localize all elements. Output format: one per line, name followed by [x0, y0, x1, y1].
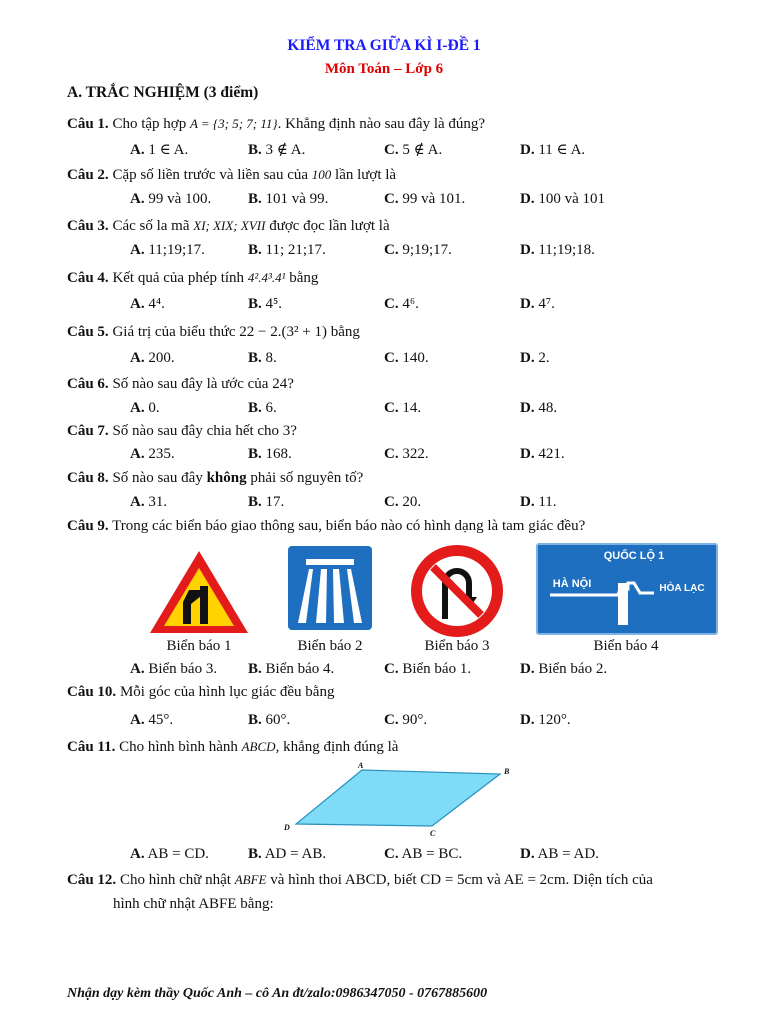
- vertex-c: C: [430, 829, 436, 838]
- option-b: B. 8.: [248, 350, 277, 366]
- sign-caption-1: Biển báo 1: [166, 638, 232, 654]
- footer-contact: Nhận dạy kèm thầy Quốc Anh – cô An đt/zalo:0986347050 - 0767885600: [67, 986, 488, 1001]
- option-c: C. 322.: [384, 446, 429, 462]
- parallelogram-figure: [280, 760, 520, 840]
- question-2: Câu 2. Cặp số liền trước và liền sau của 100 lần lượt là: [67, 167, 397, 183]
- option-b: B. 60°.: [248, 712, 291, 728]
- option-c: C. 99 và 101.: [384, 191, 466, 207]
- option-d: D. 4⁷.: [520, 296, 555, 312]
- page-subtitle: Môn Toán – Lớp 6: [324, 61, 444, 77]
- question-1: Câu 1. Cho tập hợp A = {3; 5; 7; 11}. Khẳng định nào sau đây là đúng?: [67, 116, 486, 132]
- option-a: A. 200.: [130, 350, 175, 366]
- option-a: A. 1 ∈ A.: [130, 142, 189, 158]
- option-d: D. 2.: [520, 350, 550, 366]
- sign-left-text: HÀ NỘI: [552, 578, 592, 590]
- option-a: A. Biển báo 3.: [130, 661, 218, 677]
- option-a: A. 235.: [130, 446, 175, 462]
- question-11: Câu 11. Cho hình bình hành ABCD, khẳng định đúng là: [67, 739, 399, 755]
- question-4: Câu 4. Kết quả của phép tính 4².4³.4¹ bằng: [67, 270, 319, 286]
- options-q8: [0, 494, 768, 514]
- sign-route-text: QUỐC LỘ 1: [603, 550, 665, 562]
- option-b: B. 6.: [248, 400, 277, 416]
- sign-caption-2: Biển báo 2: [297, 638, 363, 654]
- option-b: B. AD = AB.: [248, 846, 327, 862]
- option-a: A. 11;19;17.: [130, 242, 205, 258]
- option-a: A. 31.: [130, 494, 168, 510]
- options-q6: [0, 400, 768, 420]
- vertex-d: D: [284, 823, 290, 832]
- question-10: Câu 10. Mỗi góc của hình lục giác đều bằng: [67, 684, 335, 700]
- option-d: D. 120°.: [520, 712, 571, 728]
- option-d: D. 421.: [520, 446, 565, 462]
- direction-sign: [536, 543, 718, 635]
- option-b: B. 3 ∉ A.: [248, 142, 306, 158]
- sign-caption-3: Biển báo 3: [424, 638, 490, 654]
- question-9: Câu 9. Trong các biển báo giao thông sau, biển báo nào có hình dạng là tam giác đều?: [67, 518, 586, 534]
- option-a: A. AB = CD.: [130, 846, 209, 862]
- question-7: Câu 7. Số nào sau đây chia hết cho 3?: [67, 423, 297, 439]
- vertex-a: A: [358, 761, 364, 770]
- options-q5: [0, 350, 768, 370]
- option-b: B. 11; 21;17.: [248, 242, 326, 258]
- option-b: B. Biển báo 4.: [248, 661, 335, 677]
- option-c: C. 140.: [384, 350, 429, 366]
- question-5: Câu 5. Giá trị của biểu thức 22 − 2.(3² + 1) bằng: [67, 324, 360, 340]
- sign-right-text: HÒA LẠC: [659, 583, 705, 594]
- option-d: D. 11 ∈ A.: [520, 142, 586, 158]
- options-q9: [0, 661, 768, 681]
- warning-sign-triangle: [147, 548, 251, 636]
- options-q4: [0, 296, 768, 316]
- options-q2: [0, 191, 768, 211]
- question-3: Câu 3. Các số la mã XI; XIX; XVII được đọc lần lượt là: [67, 218, 390, 234]
- option-c: C. AB = BC.: [384, 846, 463, 862]
- no-u-turn-sign: [409, 543, 505, 639]
- options-q10: [0, 712, 768, 732]
- sign-caption-4: Biển báo 4: [593, 638, 659, 654]
- option-c: C. 5 ∉ A.: [384, 142, 443, 158]
- options-q7: [0, 446, 768, 466]
- option-b: B. 101 và 99.: [248, 191, 329, 207]
- option-c: C. 14.: [384, 400, 422, 416]
- option-a: A. 0.: [130, 400, 160, 416]
- option-d: D. 48.: [520, 400, 558, 416]
- expressway-sign: [287, 545, 373, 631]
- option-a: A. 99 và 100.: [130, 191, 212, 207]
- option-a: A. 45°.: [130, 712, 174, 728]
- page-title: KIỂM TRA GIỮA KÌ I-ĐỀ 1: [287, 37, 481, 54]
- option-c: C. Biển báo 1.: [384, 661, 472, 677]
- question-6: Câu 6. Số nào sau đây là ước của 24?: [67, 376, 294, 392]
- option-c: C. 90°.: [384, 712, 428, 728]
- options-q3: [0, 242, 768, 262]
- option-b: B. 4⁵.: [248, 296, 282, 312]
- options-q1: [0, 140, 768, 160]
- section-heading: A. TRẮC NGHIỆM (3 điểm): [67, 84, 259, 101]
- option-c: C. 4⁶.: [384, 296, 419, 312]
- option-b: B. 17.: [248, 494, 285, 510]
- options-q11: [0, 846, 768, 866]
- option-d: D. 11;19;18.: [520, 242, 595, 258]
- option-c: C. 9;19;17.: [384, 242, 452, 258]
- question-12-line2: hình chữ nhật ABFE bằng:: [113, 896, 274, 912]
- option-d: D. 100 và 101: [520, 191, 606, 207]
- option-d: D. Biển báo 2.: [520, 661, 608, 677]
- question-8: Câu 8. Số nào sau đây không phải số nguyên tố?: [67, 470, 364, 486]
- vertex-b: B: [504, 767, 510, 776]
- option-d: D. AB = AD.: [520, 846, 599, 862]
- option-b: B. 168.: [248, 446, 292, 462]
- option-d: D. 11.: [520, 494, 557, 510]
- option-c: C. 20.: [384, 494, 422, 510]
- question-12: Câu 12. Cho hình chữ nhật ABFE và hình thoi ABCD, biết CD = 5cm và AE = 2cm. Diện tích của: [67, 872, 653, 888]
- option-a: A. 4⁴.: [130, 296, 165, 312]
